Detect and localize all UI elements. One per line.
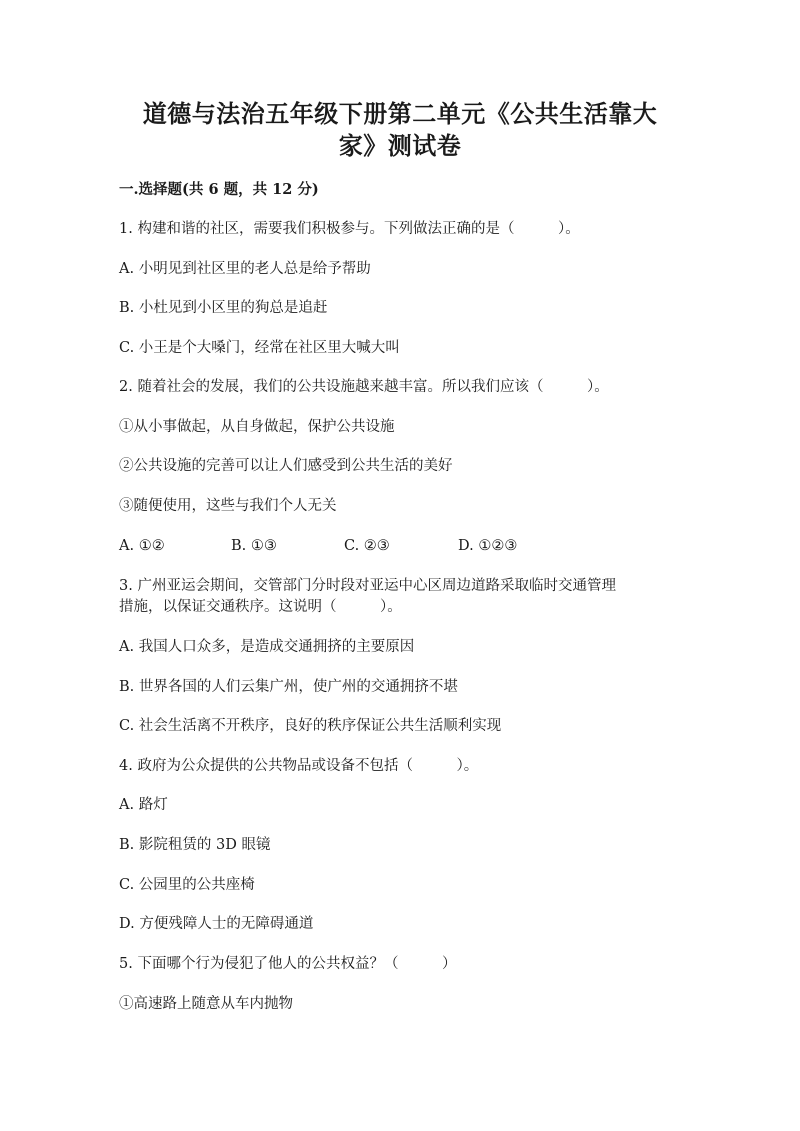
- question-3-stem-line-1: 3. 广州亚运会期间，交管部门分时段对亚运中心区周边道路采取临时交通管理: [119, 578, 616, 594]
- question-2-option-b: B. ①③: [231, 538, 277, 554]
- section-heading: 一.选择题(共 6 题，共 12 分): [119, 181, 319, 198]
- question-4-option-c: C. 公园里的公共座椅: [119, 877, 255, 893]
- question-1-option-b: B. 小杜见到小区里的狗总是追赶: [119, 300, 328, 316]
- question-2-statement-3: ③随便使用，这些与我们个人无关: [119, 498, 337, 514]
- question-2-options: [119, 536, 679, 556]
- question-5-stem: 5. 下面哪个行为侵犯了他人的公共权益？（ ）: [119, 956, 457, 972]
- question-2-stem: 2. 随着社会的发展，我们的公共设施越来越丰富。所以我们应该（ ）。: [119, 379, 609, 395]
- page-title-line-2: 家》测试卷: [338, 131, 462, 160]
- question-2-statement-2: ②公共设施的完善可以让人们感受到公共生活的美好: [119, 458, 453, 474]
- question-4-option-b: B. 影院租赁的 3D 眼镜: [119, 837, 271, 853]
- question-2-option-a: A. ①②: [119, 538, 165, 554]
- question-2-statement-1: ①从小事做起，从自身做起，保护公共设施: [119, 419, 395, 435]
- question-3-option-a: A. 我国人口众多，是造成交通拥挤的主要原因: [119, 639, 415, 655]
- question-2-option-d: D. ①②③: [458, 538, 518, 554]
- question-1-stem: 1. 构建和谐的社区，需要我们积极参与。下列做法正确的是（ ）。: [119, 221, 580, 237]
- question-1-option-a: A. 小明见到社区里的老人总是给予帮助: [119, 261, 371, 277]
- question-5-statement-1: ①高速路上随意从车内抛物: [119, 996, 293, 1012]
- question-3-option-b: B. 世界各国的人们云集广州，使广州的交通拥挤不堪: [119, 679, 458, 695]
- question-3-option-c: C. 社会生活离不开秩序，良好的秩序保证公共生活顺利实现: [119, 718, 502, 734]
- question-4-option-a: A. 路灯: [119, 797, 168, 813]
- page-title-line-1: 道德与法治五年级下册第二单元《公共生活靠大: [142, 99, 658, 128]
- question-4-stem: 4. 政府为公众提供的公共物品或设备不包括（ ）。: [119, 758, 479, 774]
- question-4-option-d: D. 方便残障人士的无障碍通道: [119, 916, 314, 932]
- question-3-stem-line-2: 措施，以保证交通秩序。这说明（ ）。: [119, 599, 402, 615]
- question-1-option-c: C. 小王是个大嗓门，经常在社区里大喊大叫: [119, 340, 400, 356]
- question-2-option-c: C. ②③: [344, 538, 390, 554]
